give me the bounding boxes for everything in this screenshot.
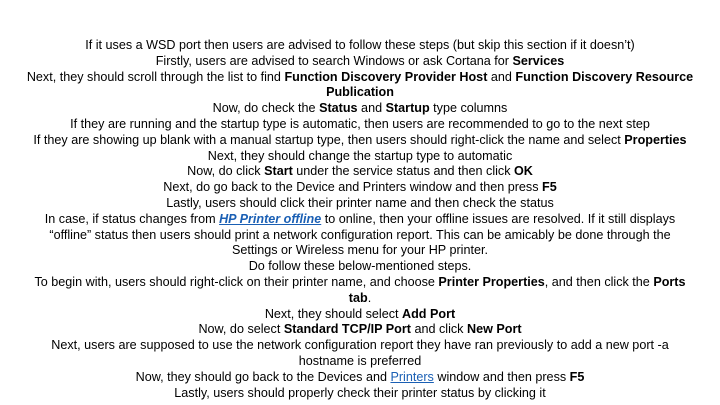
text-segment: Next, they should select	[264, 306, 403, 321]
text-line	[0, 196, 720, 212]
text-line	[0, 386, 720, 402]
bold-term: F5	[542, 180, 557, 195]
text-segment: Next, they should scroll through the list to find	[26, 69, 285, 84]
bold-term: Standard TCP/IP Port	[283, 322, 411, 337]
text-line	[0, 259, 720, 275]
text-segment: Now, they should go back to the Devices and	[135, 369, 391, 384]
bold-term: New Port	[466, 322, 522, 337]
text-line	[0, 338, 720, 370]
text-segment: Lastly, users should properly check their printer status by clicking it	[174, 385, 546, 400]
text-line	[0, 322, 720, 338]
bold-term: Properties	[624, 132, 687, 147]
text-line	[0, 38, 720, 54]
text-segment: If they are running and the startup type is automatic, then users are recommended to go to the next step	[70, 116, 650, 131]
text-segment: to online, then your offline issues are resolved. If it still displays “offline” status then users should print a network configuration report. This can be amicably be done through the Settings or Wireless menu for your HP printer.	[49, 211, 676, 258]
text-segment: .	[367, 290, 372, 305]
text-segment: Firstly, users are advised to search Windows or ask Cortana for	[155, 53, 513, 68]
text-line	[0, 212, 720, 259]
text-segment: If it uses a WSD port then users are advised to follow these steps (but skip this section if it doesn’t)	[85, 38, 635, 52]
text-segment: Next, they should change the startup type to automatic	[207, 148, 513, 163]
text-segment: and	[357, 101, 386, 116]
text-segment: and	[487, 69, 516, 84]
text-segment: under the service status and then click	[292, 164, 515, 179]
text-segment: Do follow these below-mentioned steps.	[248, 259, 472, 274]
bold-term: Ports tab	[348, 274, 686, 305]
text-line	[0, 70, 720, 102]
text-segment: Next, users are supposed to use the network configuration report they have ran previously to add a new port -a hostname is preferred	[51, 338, 669, 368]
text-segment: , and then click the	[544, 274, 654, 289]
text-segment: type columns	[429, 101, 508, 116]
inline-link[interactable]: HP Printer offline	[219, 211, 322, 226]
text-line	[0, 307, 720, 323]
text-line	[0, 370, 720, 386]
text-line	[0, 101, 720, 117]
bold-term: F5	[569, 369, 585, 384]
document-body	[0, 38, 720, 401]
text-line	[0, 164, 720, 180]
text-segment: Now, do click	[187, 164, 265, 179]
bold-term: OK	[514, 164, 533, 179]
bold-term: Function Discovery Resource Publication	[326, 69, 694, 100]
text-segment: and click	[410, 322, 467, 337]
bold-term: Printer Properties	[438, 274, 545, 289]
bold-term: Function Discovery Provider Host	[284, 69, 488, 84]
text-line	[0, 180, 720, 196]
text-line	[0, 54, 720, 70]
inline-link[interactable]: Printers	[390, 369, 434, 384]
bold-term: Add Port	[402, 306, 456, 321]
text-segment: Next, do go back to the Device and Printers window and then press	[163, 180, 543, 195]
text-segment: To begin with, users should right-click on their printer name, and choose	[34, 274, 439, 289]
text-line	[0, 133, 720, 149]
text-segment: If they are showing up blank with a manual startup type, then users should right-click the name and select	[33, 132, 625, 147]
text-line	[0, 149, 720, 165]
text-segment: window and then press	[433, 369, 570, 384]
bold-term: Status	[319, 101, 358, 116]
bold-term: Start	[264, 164, 293, 179]
text-segment: In case, if status changes from	[44, 211, 220, 226]
bold-term: Services	[512, 53, 565, 68]
text-line	[0, 117, 720, 133]
text-segment: Now, do select	[198, 322, 284, 337]
text-segment: Lastly, users should click their printer name and then check the status	[166, 195, 554, 210]
text-line	[0, 275, 720, 307]
text-segment: Now, do check the	[212, 101, 320, 116]
bold-term: Startup	[385, 101, 430, 116]
